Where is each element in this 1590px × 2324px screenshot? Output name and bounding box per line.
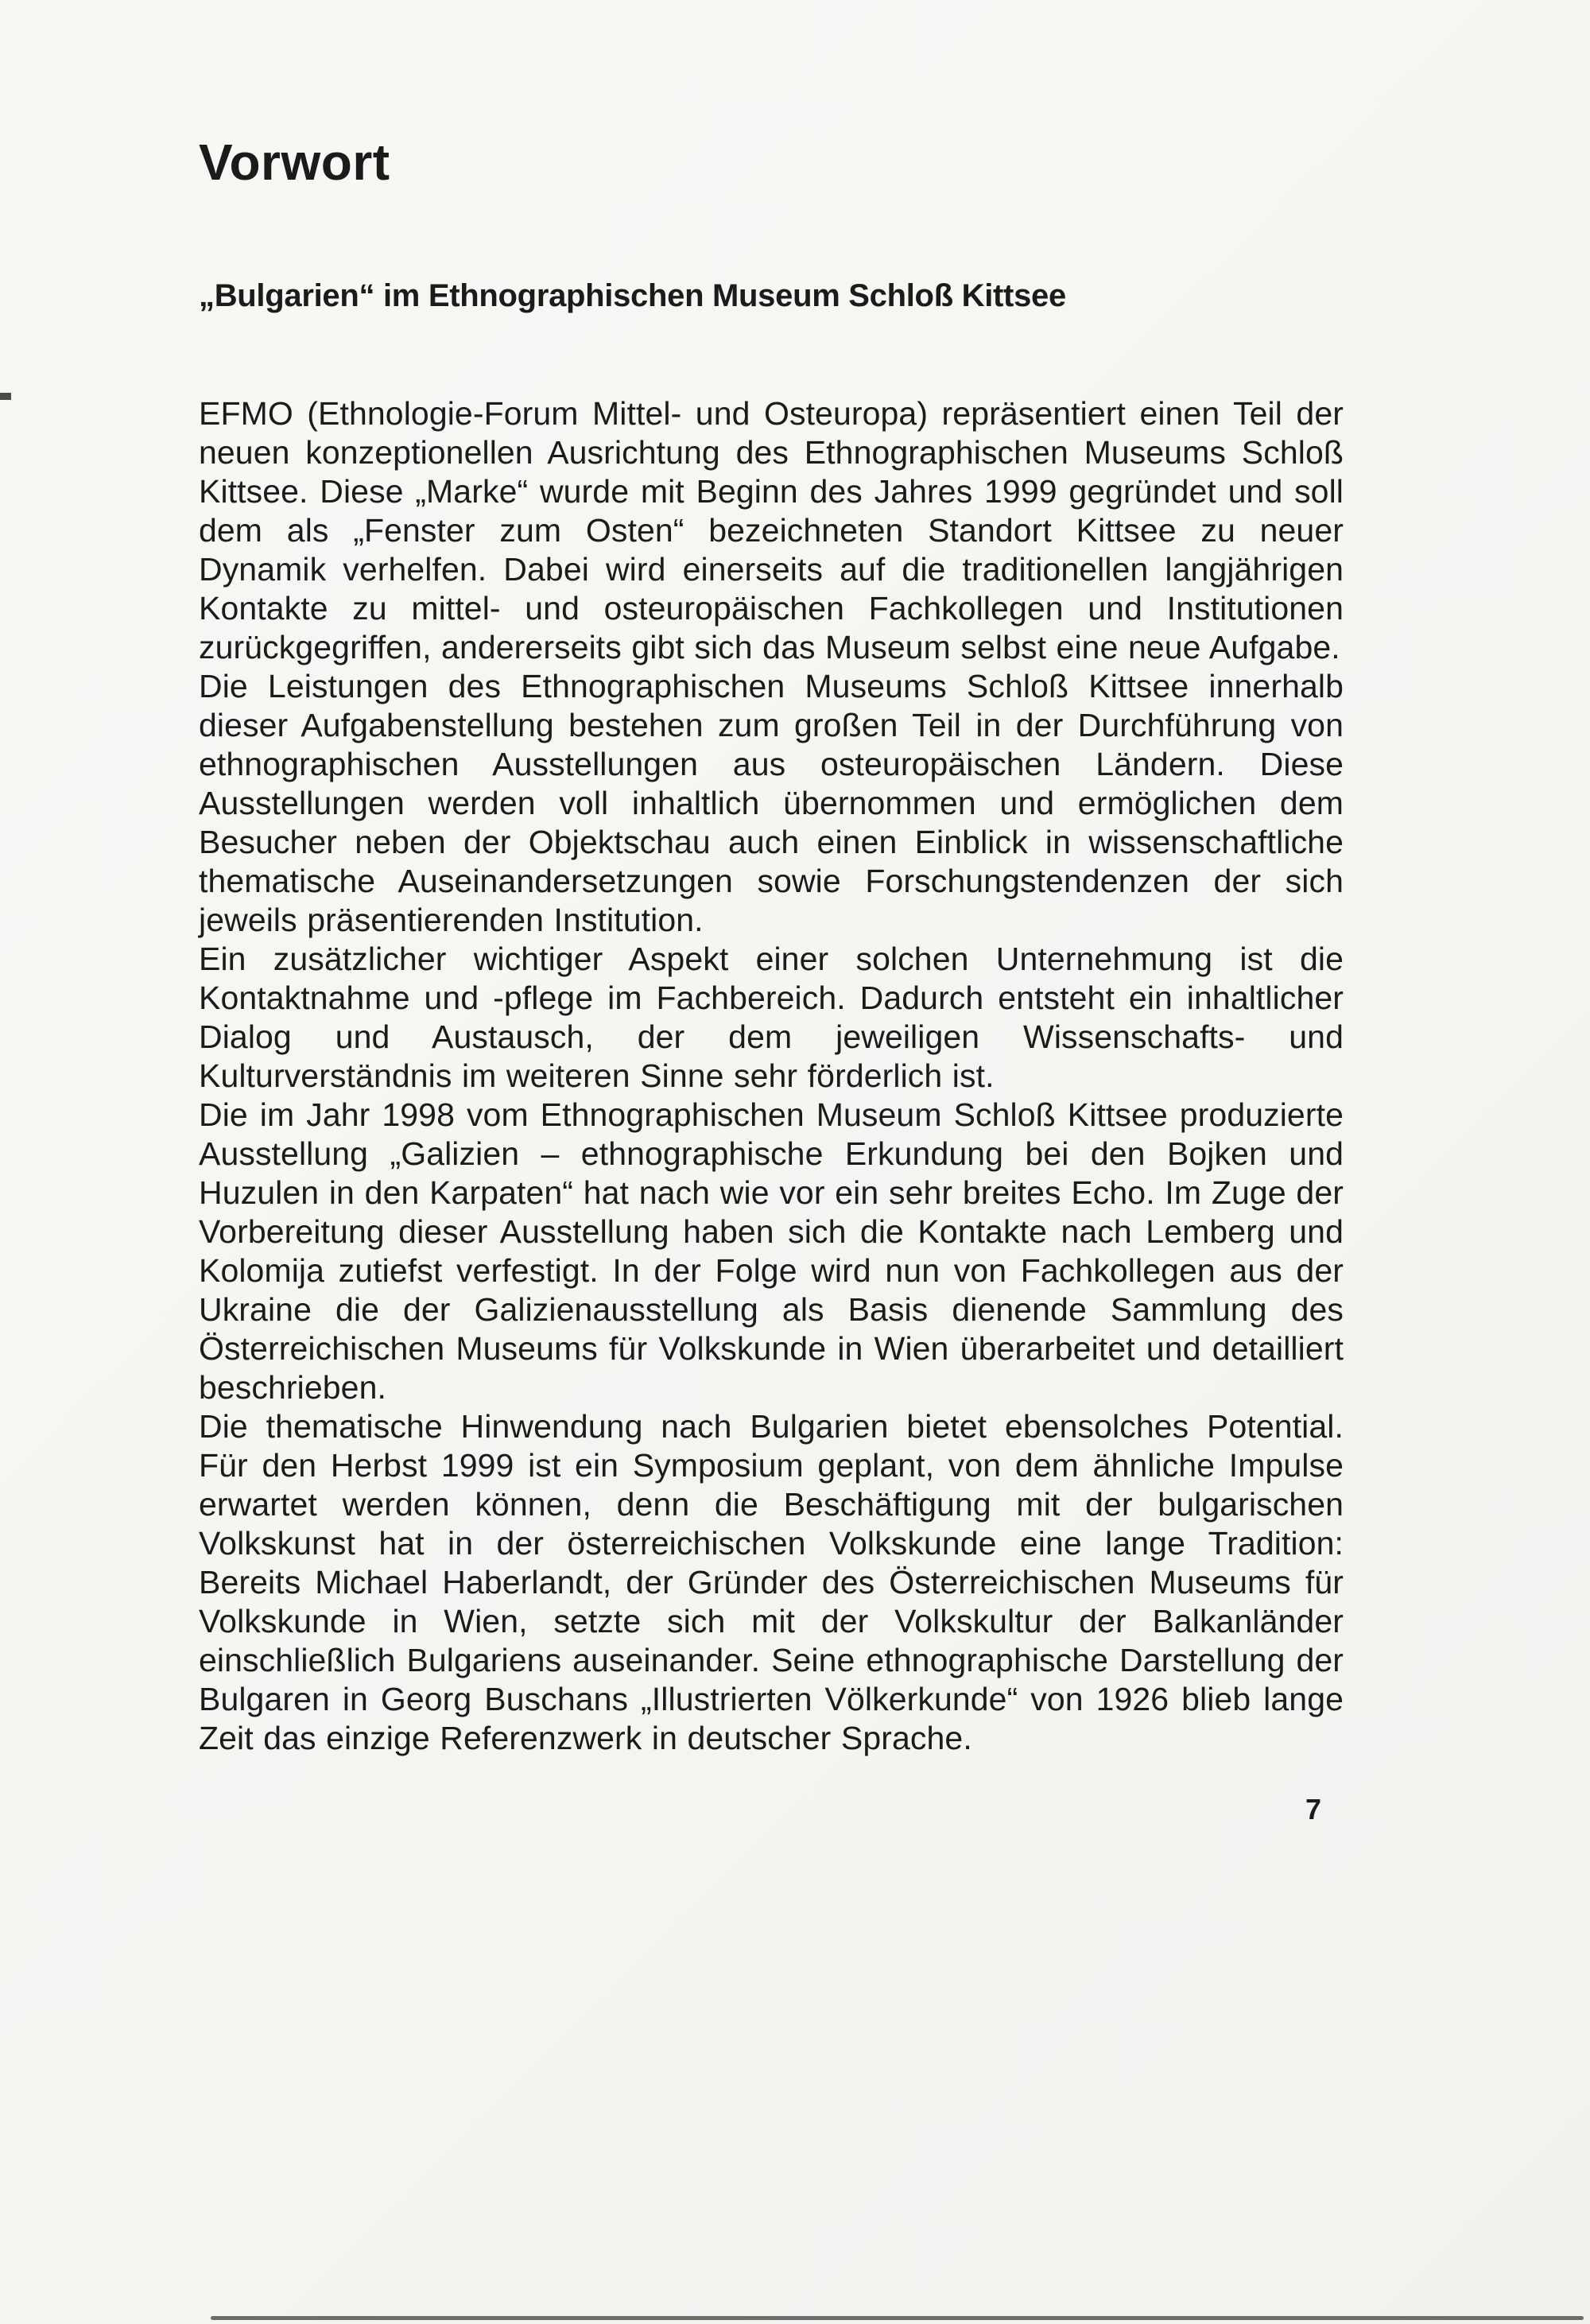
body-paragraph: Ein zusätzlicher wichtiger Aspekt einer solchen Unternehmung ist die Kontaktnahme und -pflege im Fachbereich. Dadurch entsteht ein inhaltlicher Dialog und Austausch, der dem jeweiligen Wissenschafts- und Kulturverständnis im weiteren Sinne sehr förderlich ist. (199, 940, 1344, 1094)
section-heading: „Bulgarien“ im Ethnographischen Museum Schloß Kittsee (199, 277, 1066, 313)
body-text (199, 394, 1344, 1758)
body-paragraph: Die im Jahr 1998 vom Ethnographischen Museum Schloß Kittsee produzierte Ausstellung „Galizien – ethnographische Erkundung bei den Bojken und Huzulen in den Karpaten“ hat nach wie vor ein sehr breites Echo. Im Zuge der Vorbereitung dieser Ausstellung haben sich die Kontakte nach Lemberg und Kolomija zutiefst verfestigt. In der Folge wird nun von Fachkollegen aus der Ukraine die der Galizienausstellung als Basis dienende Sammlung des Österreichischen Museums für Volkskunde in Wien überarbeitet und detailliert beschrieben. (199, 1096, 1344, 1406)
page-content (199, 134, 1344, 1826)
scan-edge-artifact (0, 393, 11, 400)
body-paragraph: Die Leistungen des Ethnographischen Museums Schloß Kittsee innerhalb dieser Aufgabenstellung bestehen zum großen Teil in der Durchführung von ethnographischen Ausstellungen aus osteuropäischen Ländern. Diese Ausstellungen werden voll inhaltlich übernommen und ermöglichen dem Besucher neben der Objektschau auch einen Einblick in wissenschaftliche thematische Auseinandersetzungen sowie Forschungstendenzen der sich jeweils präsentierenden Institution. (199, 667, 1344, 938)
body-paragraph: EFMO (Ethnologie-Forum Mittel- und Osteuropa) repräsentiert einen Teil der neuen konzeptionellen Ausrichtung des Ethnographischen Museums Schloß Kittsee. Diese „Marke“ wurde mit Beginn des Jahres 1999 gegründet und soll dem als „Fenster zum Osten“ bezeichneten Standort Kittsee zu neuer Dynamik verhelfen. Dabei wird einerseits auf die traditionellen langjährigen Kontakte zu mittel- und osteuropäischen Fachkollegen und Institutionen zurückgegriffen, andererseits gibt sich das Museum selbst eine neue Aufgabe. (199, 394, 1344, 665)
page-title: Vorwort (199, 134, 390, 191)
scan-edge-artifact (211, 2316, 1584, 2320)
body-paragraph: Die thematische Hinwendung nach Bulgarien bietet ebensolches Potential. Für den Herbst 1999 ist ein Symposium geplant, von dem ähnliche Impulse erwartet werden können, denn die Beschäftigung mit der bulgarischen Volkskunst hat in der österreichischen Volkskunde eine lange Tradition: Bereits Michael Haberlandt, der Gründer des Österreichischen Museums für Volkskunde in Wien, setzte sich mit der Volkskultur der Balkanländer einschließlich Bulgariens auseinander. Seine ethnographische Darstellung der Bulgaren in Georg Buschans „Illustrierten Völkerkunde“ von 1926 blieb lange Zeit das einzige Referenzwerk in deutscher Sprache. (199, 1407, 1344, 1756)
page-number: 7 (1305, 1792, 1321, 1825)
